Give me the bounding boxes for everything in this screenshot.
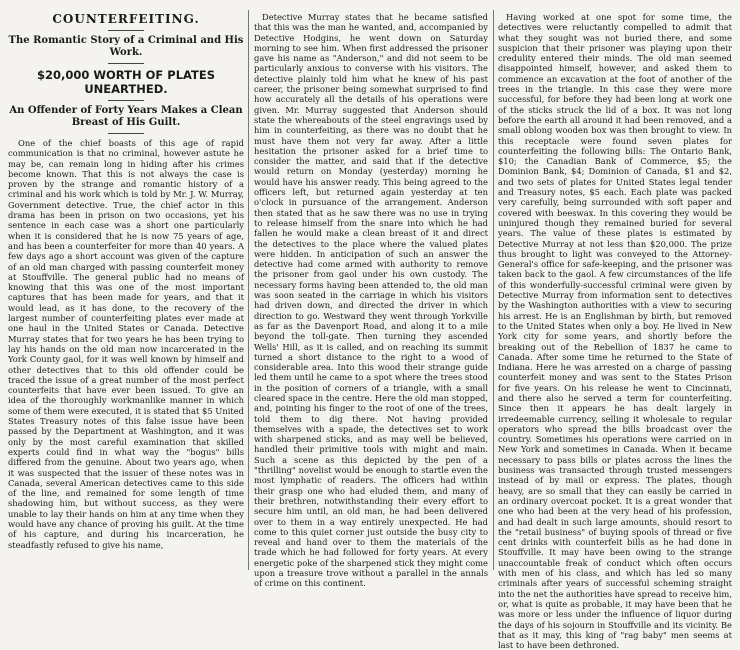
subhead: The Romantic Story of a Criminal and His Work.: [8, 35, 244, 58]
divider: [108, 30, 144, 31]
column-rule: [493, 10, 494, 570]
body-text: Detective Murray states that he became satisfied that this was the man he wanted, and, accompanied by Detective Hodgins, he went down on Saturday morning to see him. When first addressed the prisoner gave his name as "Anderson," and did not seem to be particularly anxious to converse with his visitors. The detective plainly told him what he knew of his past career, the prisoner being somewhat surprised to find how accurately all the details of his operations were given. Mr. Murray suggested that Anderson should state the whereabouts of the steel engravings used by him in counterfeiting, as there was no doubt that he must have them not very far away. After a little hesitation the prisoner asked for a brief time to consider the matter, and said that if the detective would return on Monday (yesterday) morning he would have his answer ready. This being agreed to the officers left, but returned again yesterday at ten o'clock in pursuance of the arrangement. Anderson then stated that as he saw there was no use in trying to release himself from the snare into which he had fallen he would make a clean breast of it and direct the detectives to the place where the valued plates were hidden. In anticipation of such an answer the detective had come armed with authority to remove the prisoner from gaol under his own custody. The necessary forms having been attended to, the old man was soon seated in the carriage in which his visitors had driven down, and directed the driver in which direction to go. Westward they went through Yorkville as far as the Davenport Road, and along it to a mile beyond the toll-gate. Then turning they ascended Wells' Hill, as it is called, and on reaching its summit turned a short distance to the right to a wood of considerable area. Into this wood their strange guide led them until he came to a spot where the trees stood in the position of corners of a triangle, with a small cleared space in the centre. Here the old man stopped, and, pointing his finger to the root of one of the trees, told them to dig there. Not having provided themselves with a spade, the detectives set to work with sharpened sticks, and as may well be believed, handled their primitive tools with might and main. Such a scene as this depicted by the pen of a "thrilling" novelist would be enough to startle even the most lymphatic of readers. The officers had within their grasp one who had eluded them, and many of their brethren, notwithstanding their every effort to secure him until, an old man, he had been delivered over to them in a way entirely unexpected. He had come to this quiet corner just outside the busy city to reveal and hand over to them the materials of the trade which he had followed for forty years. At every energetic poke of the sharpened stick they might come upon a treasure trove without a parallel in the annals of crime on this continent.: [254, 12, 488, 589]
body-text: One of the chief boasts of this age of rapid communication is that no criminal, however astute he may be, can remain long in hiding after his crimes become known. That this is not always the case is proven by the strange and romantic history of a criminal and his work which is told by Mr. J. W. Murray, Government detective. True, the chief actor in this drama has been in prison on two occasions, yet his sentence in each case was a short one particularly when it is considered that he is now 75 years of age, and has been a counterfeiter for more than 40 years. A few days ago a short account was given of the capture of an old man charged with passing counterfeit money at Stouffville. The general public had no means of knowing that this was one of the most important captures that has been made for years, and that it would lead, as it has done, to the recovery of the largest number of counterfeiting plates ever made at one haul in the United States or Canada. Detective Murray states that for two years he has been trying to lay his hands on the old man now incarcerated in the York County gaol, for it was well known by himself and other detectives that to this old offender could be traced the issue of a great number of the most perfect counterfeits that have ever been issued. To give an idea of the thoroughly workmanlike manner in which some of them were executed, it is stated that $5 United States Treasury notes of this false issue have been passed by the Department at Washington, and it was only by the most careful examination that skilled experts could find in what way the "bogus" bills differed from the genuine. About two years ago, when it was suspected that the issuer of these notes was in Canada, several American detectives came to this side of the line, and remained for some length of time shadowing him, but without success, as they were unable to lay their hands on him at any time when they would have any chance of proving his guilt. At the time of his capture, and during his incarceration, he steadfastly refused to give his name,: [8, 138, 244, 550]
column-2: [254, 12, 488, 589]
column-1: [8, 12, 244, 570]
divider: [108, 63, 144, 64]
divider: [108, 100, 144, 101]
body-text: Having worked at one spot for some time, the detectives were reluctantly compelled to admit that what they sought was not buried there, and some suspicion that their prisoner was playing upon their credulity entered their minds. The old man seemed disappointed himself, however, and asked them to commence an excavation at the foot of another of the trees in the triangle. In this case they were more successful, for before they had been long at work one of the sticks struck the lid of a box. It was not long before the earth all around it had been removed, and a small oblong wooden box was then brought to view. In this receptacle were found seven plates for counterfeiting the following bills: The Ontario Bank, $10; the Canadian Bank of Commerce, $5; the Dominion Bank, $4; Dominion of Canada, $1 and $2, and two sets of plates for United States legal tender and Treasury notes, $5 each. Each plate was packed very carefully, being surrounded with soft paper and covered with beeswax. In this covering they would be uninjured though they remained buried for several years. The value of these plates is estimated by Detective Murray at not less than $20,000. The prize thus brought to light was conveyed to the Attorney-General's office for safe-keeping, and the prisoner was taken back to the gaol. A few circumstances of the life of this wonderfully-successful criminal were given by Detective Murray from information sent to detectives by the Washington authorities with a view to securing his arrest. He is an Englishman by birth, but removed to the United States when only a boy. He lived in New York city for some years, and shortly before the breaking out of the Rebellion of 1837 he came to Canada. After some time he returned to the State of Indiana. Here he was arrested on a charge of passing counterfeit money and was sent to the States Prison for five years. On his release he went to Cincinnati, and there also he served a term for counterfeiting. Since then it appears he has dealt largely in irredeemable currency, selling it wholesale to regular operators who spread the bills broadcast over the country. Sometimes his operations were carried on in New York and sometimes in Canada. When it became necessary to pass bills or plates across the lines the business was transacted through trusted messengers instead of by mail or express. The plates, though heavy, are so small that they can easily be carried in an ordinary overcoat pocket. It is a great wonder that one who had been at the very head of his profession, and had dealt in such large amounts, should resort to the "retail business" of buying spools of thread or five cent drinks with counterfeit bills as he had done in Stouffville. It may have been owing to the strange unaccountable freak of conduct which often occurs with men of his class, and which has led so many criminals after years of successful scheming straight into the net the authorities have spread to receive him, or, what is quite as probable, it may have been that he was more or less under the influence of liquor during the days of his sojourn in Stouffville and its vicinity. Be that as it may, this king of "rag baby" men seems at last to have been dethroned.: [498, 12, 732, 650]
headline: COUNTERFEITING.: [52, 12, 200, 26]
deck-plates: $20,000 WORTH OF PLATES UNEARTHED.: [36, 68, 216, 96]
divider: [108, 133, 144, 134]
column-rule: [248, 10, 249, 570]
column-3: [498, 12, 732, 650]
deck-offender: An Offender of Forty Years Makes a Clean Breast of His Guilt.: [9, 105, 243, 128]
